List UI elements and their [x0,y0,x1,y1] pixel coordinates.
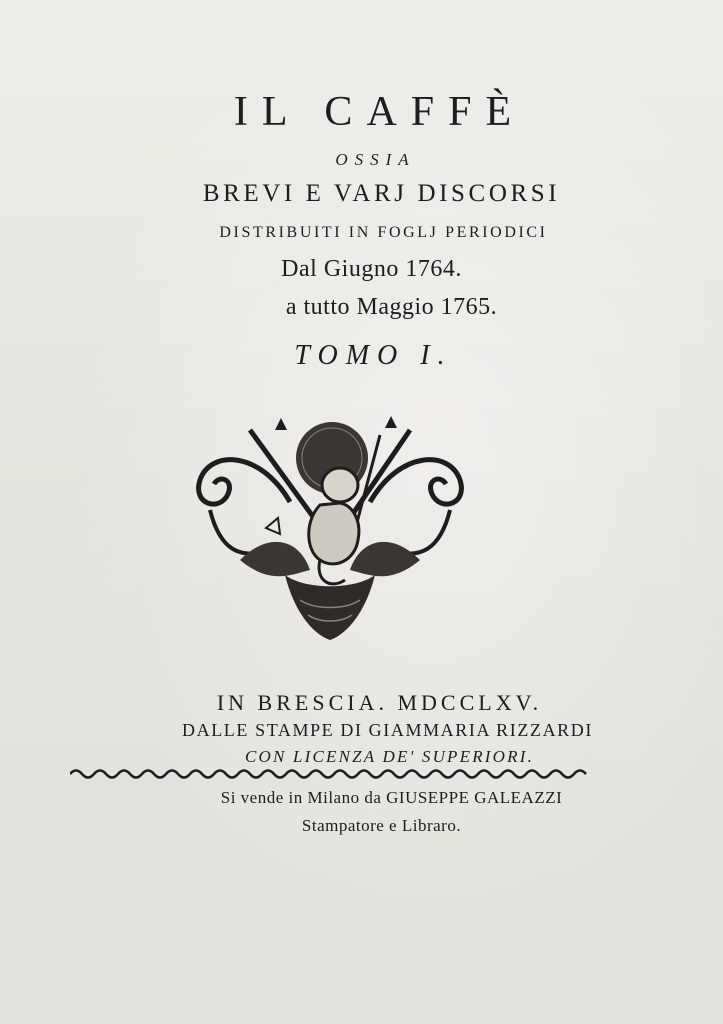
date-from: Dal Giugno 1764. [281,256,462,282]
ornamental-rule [70,767,590,781]
seller-line: Si vende in Milano da GIUSEPPE GALEAZZI [220,788,563,807]
book-subtitle: BREVI E VARJ DISCORSI [202,180,561,207]
seller-profession: Stampatore e Libraro. [301,816,462,835]
imprint-license: CON LICENZA DE' SUPERIORI. [244,747,535,766]
imprint-printer: DALLE STAMPE DI GIAMMARIA RIZZARDI [182,720,593,740]
volume-number: TOMO I. [294,340,453,371]
date-to: a tutto Maggio 1765. [285,294,498,320]
distribution-line: DISTRIBUITI IN FOGLJ PERIODICI [219,224,548,241]
ossia-connector: OSSIA [335,150,416,169]
imprint-place-year: IN BRESCIA. MDCCLXV. [216,690,543,715]
book-title: IL CAFFÈ [233,89,526,135]
cherub-ornament-icon [180,410,480,645]
